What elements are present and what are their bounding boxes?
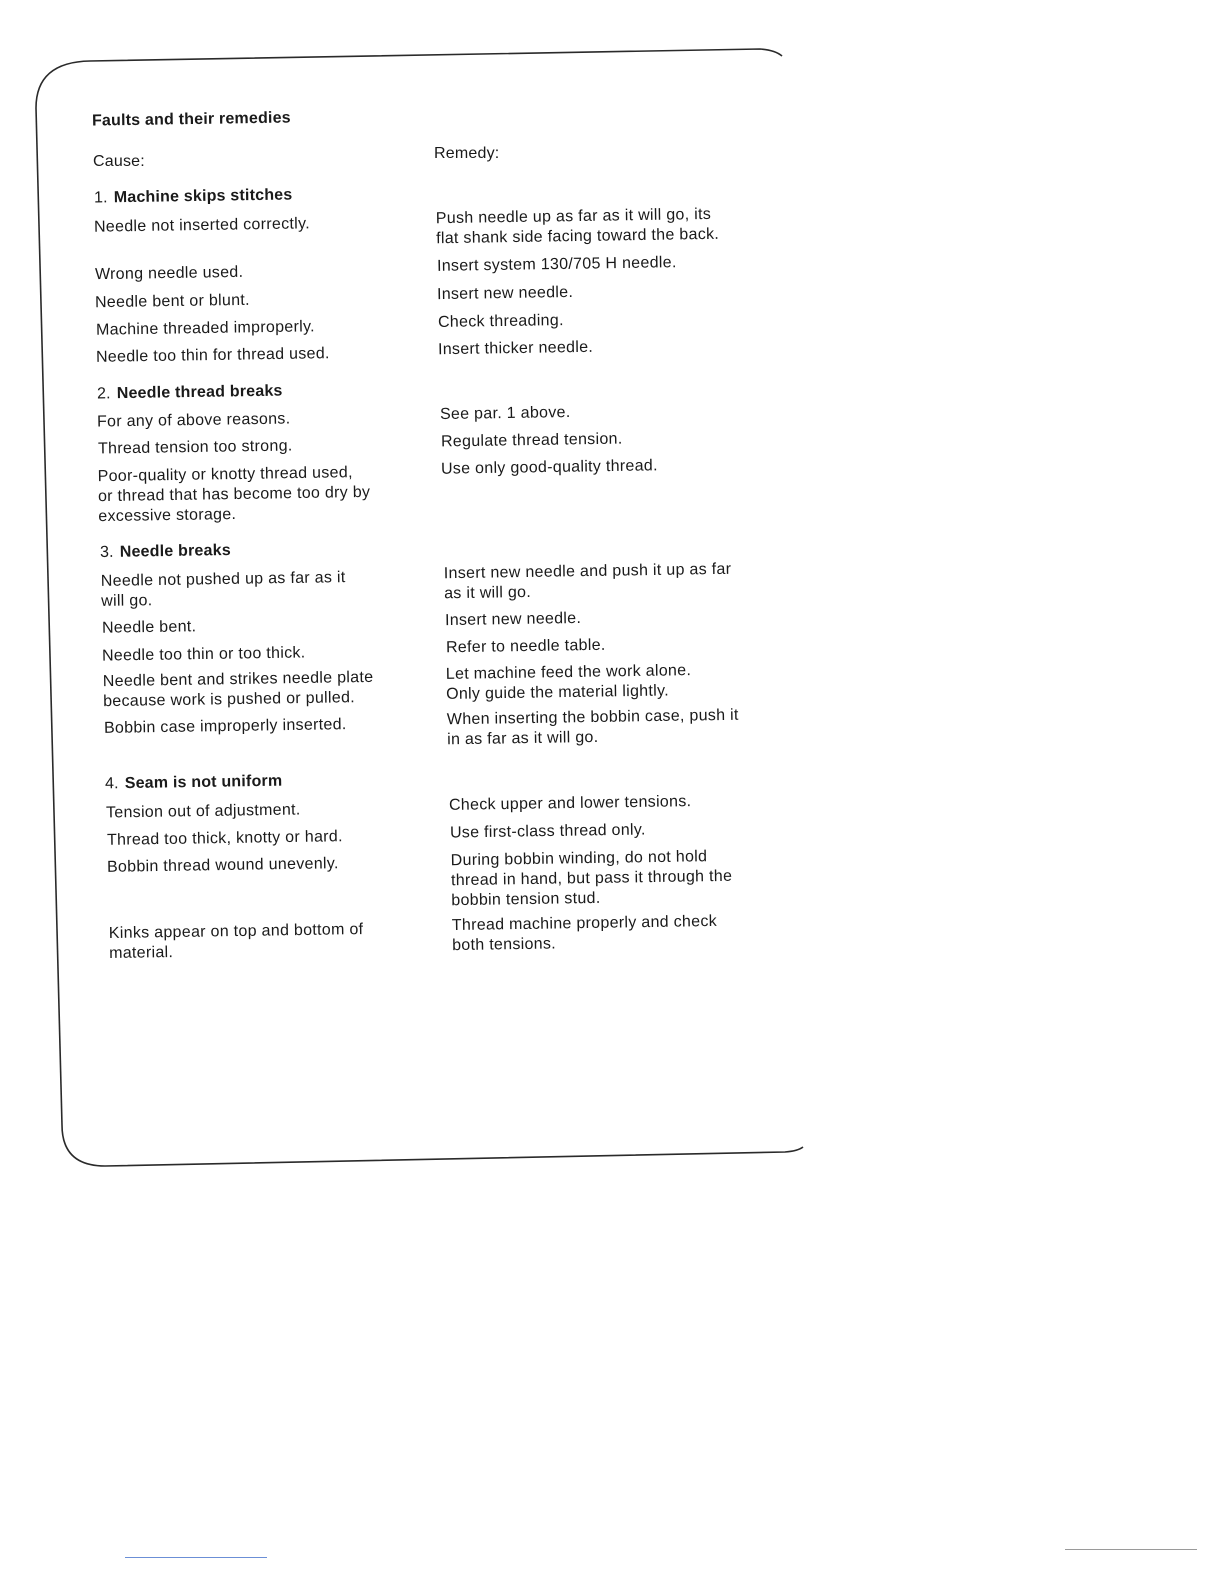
remedy-1-1: Push needle up as far as it will go, its flat shank side facing toward the back. xyxy=(435,205,720,248)
remedy-1-5: Insert thicker needle. xyxy=(437,338,594,359)
cause-1-1: Needle not inserted correctly. xyxy=(93,215,311,236)
cause-4-2: Thread too thick, knotty or hard. xyxy=(106,828,343,849)
remedy-1-2: Insert system 130/705 H needle. xyxy=(436,254,677,275)
remedy-3-4: Let machine feed the work alone. Only guide the material lightly. xyxy=(445,662,692,703)
cause-2-1: For any of above reasons. xyxy=(96,410,291,431)
remedy-3-3: Refer to needle table. xyxy=(445,636,606,657)
section-2-heading xyxy=(97,383,283,404)
cause-4-4: Kinks appear on top and bottom of material. xyxy=(108,921,364,962)
section-1-number: 1. xyxy=(93,189,108,207)
cause-3-2: Needle bent. xyxy=(101,618,197,637)
remedy-1-3: Insert new needle. xyxy=(436,283,574,304)
cause-3-1: Needle not pushed up as far as it will go. xyxy=(100,569,346,610)
cause-1-5: Needle too thin for thread used. xyxy=(95,345,330,366)
remedy-3-5: When inserting the bobbin case, push it in as far as it will go. xyxy=(446,706,739,749)
section-3-heading xyxy=(100,542,231,562)
section-4-heading xyxy=(105,773,283,794)
remedy-3-2: Insert new needle. xyxy=(444,609,582,630)
section-3-title: Needle breaks xyxy=(119,541,231,561)
cause-1-2: Wrong needle used. xyxy=(94,263,244,284)
cause-1-3: Needle bent or blunt. xyxy=(94,291,250,312)
section-1-heading xyxy=(94,186,293,207)
remedy-2-3: Use only good-quality thread. xyxy=(440,457,658,478)
remedy-1-4: Check threading. xyxy=(437,312,564,331)
cause-4-1: Tension out of adjustment. xyxy=(105,801,301,822)
section-2-number: 2. xyxy=(96,385,111,403)
section-4-number: 4. xyxy=(104,775,119,793)
section-3-number: 3. xyxy=(99,543,114,562)
bottom-left-rule xyxy=(125,1557,267,1558)
cause-4-3: Bobbin thread wound unevenly. xyxy=(106,855,339,876)
remedy-2-2: Regulate thread tension. xyxy=(440,430,623,451)
cause-1-4: Machine threaded improperly. xyxy=(95,318,316,339)
page-title: Faults and their remedies xyxy=(91,109,291,130)
cause-3-5: Bobbin case improperly inserted. xyxy=(103,716,347,737)
remedy-4-2: Use first-class thread only. xyxy=(449,821,646,842)
remedy-4-3: During bobbin winding, do not hold thread in hand, but pass it through the bobbin tension stud. xyxy=(450,848,733,910)
section-4-title: Seam is not uniform xyxy=(124,772,283,793)
section-1-title: Machine skips stitches xyxy=(113,186,293,207)
cause-2-3: Poor-quality or knotty thread used, or thread that has become too dry by excessive storage. xyxy=(97,464,371,526)
section-2-title: Needle thread breaks xyxy=(116,382,283,403)
remedy-2-1: See par. 1 above. xyxy=(439,403,571,424)
remedy-4-4: Thread machine properly and check both tensions. xyxy=(451,912,718,955)
cause-3-4: Needle bent and strikes needle plate because work is pushed or pulled. xyxy=(102,668,374,711)
remedy-3-1: Insert new needle and push it up as far as it will go. xyxy=(443,560,732,603)
bottom-right-rule xyxy=(1065,1549,1197,1550)
remedy-column-header: Remedy: xyxy=(434,145,500,162)
cause-3-3: Needle too thin or too thick. xyxy=(101,644,306,665)
cause-column-header: Cause: xyxy=(93,153,145,170)
remedy-4-1: Check upper and lower tensions. xyxy=(448,793,692,814)
cause-2-2: Thread tension too strong. xyxy=(97,437,293,458)
